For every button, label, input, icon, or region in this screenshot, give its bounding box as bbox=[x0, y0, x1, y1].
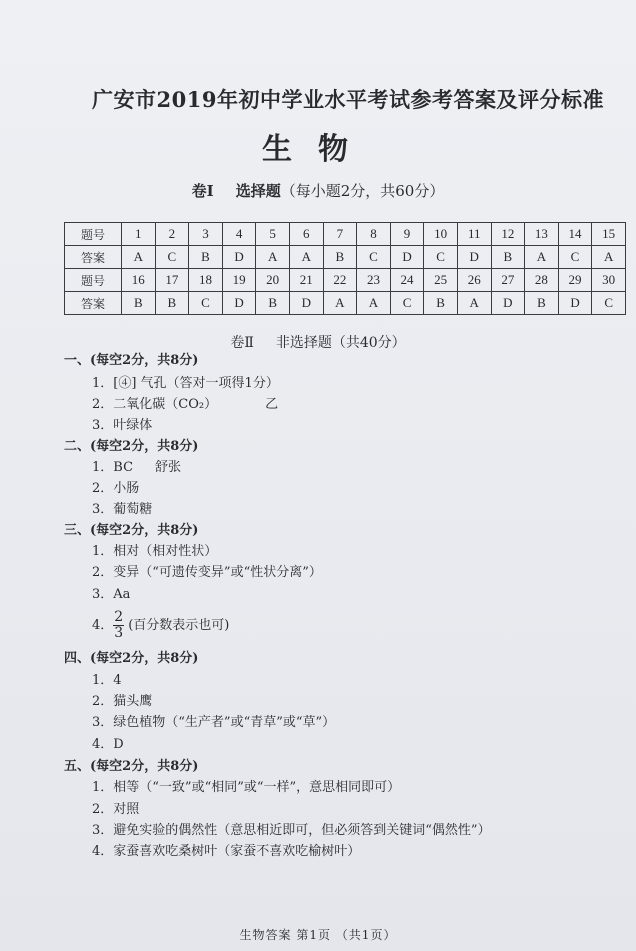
section-5-header: 五、(每空2分，共8分) bbox=[64, 759, 199, 774]
table-row-a1 bbox=[65, 246, 626, 269]
table-cell: 23 bbox=[357, 269, 391, 292]
table-cell: 6 bbox=[289, 223, 323, 246]
table-cell: 18 bbox=[189, 269, 223, 292]
part2-heading bbox=[0, 332, 636, 352]
table-cell: C bbox=[189, 292, 223, 315]
table-cell: 19 bbox=[222, 269, 256, 292]
page-footer: 生物答案 第1页 （共1页） bbox=[239, 928, 397, 942]
table-cell: A bbox=[256, 246, 290, 269]
fraction-numerator: 2 bbox=[114, 609, 124, 625]
section-5-item-3: 3．避免实验的偶然性（意思相近即可，但必须答到关键词“偶然性”） bbox=[92, 823, 491, 838]
answer-text: 2．二氧化碳（CO₂） bbox=[92, 397, 218, 412]
table-header-question: 题号 bbox=[65, 223, 122, 246]
table-cell: B bbox=[155, 292, 189, 315]
table-cell: 11 bbox=[457, 223, 491, 246]
document-title: 广安市2019年初中学业水平考试参考答案及评分标准 bbox=[92, 87, 604, 112]
table-cell: A bbox=[122, 246, 156, 269]
table-cell: B bbox=[525, 292, 559, 315]
part1-label: 卷Ⅰ bbox=[191, 182, 214, 200]
table-cell: 30 bbox=[592, 269, 626, 292]
table-cell: C bbox=[357, 246, 391, 269]
table-cell: 7 bbox=[323, 223, 357, 246]
table-cell: 17 bbox=[155, 269, 189, 292]
section-5-item-4: 4．家蚕喜欢吃桑树叶（家蚕不喜欢吃榆树叶） bbox=[92, 844, 361, 859]
table-cell: 22 bbox=[323, 269, 357, 292]
table-cell: C bbox=[155, 246, 189, 269]
table-cell: D bbox=[222, 292, 256, 315]
table-cell: 27 bbox=[491, 269, 525, 292]
table-cell: 14 bbox=[558, 223, 592, 246]
table-cell: D bbox=[289, 292, 323, 315]
table-cell: 13 bbox=[525, 223, 559, 246]
table-cell: B bbox=[323, 246, 357, 269]
table-cell: C bbox=[390, 292, 424, 315]
table-row-q2 bbox=[65, 269, 626, 292]
table-cell: A bbox=[457, 292, 491, 315]
table-cell: C bbox=[424, 246, 458, 269]
section-4-item-3: 3．绿色植物（“生产者”或“青草”或“草”） bbox=[92, 715, 336, 730]
table-cell: A bbox=[323, 292, 357, 315]
table-cell: 25 bbox=[424, 269, 458, 292]
table-cell: C bbox=[558, 246, 592, 269]
table-cell: A bbox=[592, 246, 626, 269]
section-2-header: 二、(每空2分，共8分) bbox=[64, 439, 199, 454]
fraction-denominator: 3 bbox=[114, 625, 124, 641]
section-1-header: 一、(每空2分，共8分) bbox=[64, 353, 199, 368]
table-cell: 12 bbox=[491, 223, 525, 246]
section-2-item-1 bbox=[92, 459, 181, 477]
answer-text: 舒张 bbox=[155, 460, 182, 475]
table-cell: 1 bbox=[122, 223, 156, 246]
section-3-header: 三、(每空2分，共8分) bbox=[64, 523, 199, 538]
part1-score-note: （每小题2分，共60分） bbox=[280, 182, 445, 200]
answer-note: (百分数表示也可) bbox=[128, 618, 230, 633]
table-cell: 9 bbox=[390, 223, 424, 246]
table-cell: D bbox=[457, 246, 491, 269]
table-cell: 3 bbox=[189, 223, 223, 246]
section-2-item-2: 2．小肠 bbox=[92, 481, 140, 496]
table-cell: B bbox=[491, 246, 525, 269]
table-cell: 8 bbox=[357, 223, 391, 246]
part2-name: 非选择题 bbox=[275, 335, 332, 351]
section-5-item-1: 1．相等（“一致”或“相同”或“一样”，意思相同即可） bbox=[92, 780, 401, 795]
section-3-item-4 bbox=[92, 608, 229, 644]
table-header-question: 题号 bbox=[65, 269, 122, 292]
section-4-item-1: 1．4 bbox=[92, 673, 122, 688]
part2-label: 卷Ⅱ bbox=[230, 335, 254, 351]
table-cell: A bbox=[289, 246, 323, 269]
table-cell: A bbox=[525, 246, 559, 269]
subject-title: 生物 bbox=[262, 132, 374, 167]
table-cell: B bbox=[424, 292, 458, 315]
table-cell: 16 bbox=[122, 269, 156, 292]
table-cell: B bbox=[256, 292, 290, 315]
table-header-answer: 答案 bbox=[65, 246, 122, 269]
table-cell: 10 bbox=[424, 223, 458, 246]
table-cell: D bbox=[390, 246, 424, 269]
table-cell: 29 bbox=[558, 269, 592, 292]
part1-heading bbox=[0, 180, 636, 201]
table-cell: 26 bbox=[457, 269, 491, 292]
section-1-item-2 bbox=[92, 396, 278, 414]
table-cell: 15 bbox=[592, 223, 626, 246]
table-cell: B bbox=[122, 292, 156, 315]
table-cell: D bbox=[222, 246, 256, 269]
section-3-item-3: 3．Aa bbox=[92, 587, 131, 602]
section-3-item-2: 2．变异（“可遗传变异”或“性状分离”） bbox=[92, 565, 322, 580]
table-cell: 24 bbox=[390, 269, 424, 292]
table-cell: A bbox=[357, 292, 391, 315]
section-4-header: 四、(每空2分，共8分) bbox=[64, 651, 199, 666]
section-4-item-4: 4．D bbox=[92, 737, 124, 752]
table-cell: 20 bbox=[256, 269, 290, 292]
item-number: 4． bbox=[92, 618, 114, 633]
table-cell: C bbox=[592, 292, 626, 315]
fraction bbox=[113, 610, 124, 641]
table-cell: 5 bbox=[256, 223, 290, 246]
section-2-item-3: 3．葡萄糖 bbox=[92, 502, 153, 517]
table-cell: 4 bbox=[222, 223, 256, 246]
table-cell: D bbox=[491, 292, 525, 315]
table-cell: 21 bbox=[289, 269, 323, 292]
table-cell: B bbox=[189, 246, 223, 269]
section-1-item-3: 3．叶绿体 bbox=[92, 418, 153, 433]
answer-text: 乙 bbox=[265, 397, 279, 412]
part1-name: 选择题 bbox=[235, 182, 281, 200]
part2-score-note: （共40分） bbox=[331, 335, 406, 351]
table-header-answer: 答案 bbox=[65, 292, 122, 315]
answer-table bbox=[64, 222, 626, 315]
table-cell: 2 bbox=[155, 223, 189, 246]
section-4-item-2: 2．猫头鹰 bbox=[92, 694, 153, 709]
table-cell: D bbox=[558, 292, 592, 315]
table-cell: 28 bbox=[525, 269, 559, 292]
table-row-a2 bbox=[65, 292, 626, 315]
section-1-item-1: 1．[④] 气孔（答对一项得1分） bbox=[92, 376, 279, 391]
section-3-item-1: 1．相对（相对性状） bbox=[92, 544, 218, 559]
section-5-item-2: 2．对照 bbox=[92, 802, 140, 817]
answer-text: 1．BC bbox=[92, 460, 134, 475]
table-row-q1 bbox=[65, 223, 626, 246]
